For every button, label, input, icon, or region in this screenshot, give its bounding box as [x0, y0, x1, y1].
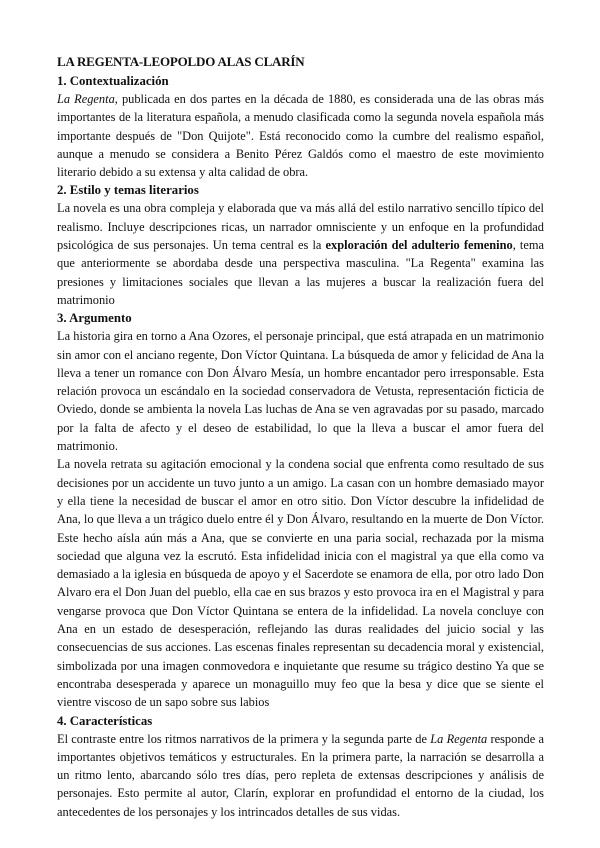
- section-paragraph: El contraste entre los ritmos narrativos de la primera y la segunda parte de La Regenta responde a importantes objetivos temáticos y estructurales. En la primera parte, la narración se desarrolla a un ritmo lento, abarcando sólo tres días, pero repleta de extensas descripciones y análisis de personajes. Esto permite al autor, Clarín, explorar en profundidad el entorno de la ciudad, los antecedentes de los personajes y los intrincados detalles de sus vidas.: [57, 731, 544, 819]
- section-heading-contextualizacion: 1. Contextualización: [57, 74, 169, 88]
- section-paragraph: La novela es una obra compleja y elaborada que va más allá del estilo narrativo sencillo típico del realismo. Incluye descripciones ricas, un narrador omnisciente y un enfoque en la profundidad psicológica de sus personajes. Un tema central es la exploración del adulterio femenino, tema que anteriormente se abordaba desde una perspectiva masculina. "La Regenta" examina las presiones y limitaciones sociales que llevan a las mujeres a buscar la realización fuera del matrimonio: [57, 201, 545, 307]
- document-title: LA REGENTA-LEOPOLDO ALAS CLARÍN: [57, 54, 305, 69]
- section-paragraph: La historia gira en torno a Ana Ozores, el personaje principal, que está atrapada en un matrimonio sin amor con el anciano regente, Don Víctor Quintana. La búsqueda de amor y felicidad de Ana la lleva a tener un romance con Don Álvaro Mesía, un hombre encantador pero irresponsable. Esta relación provoca un escándalo en la sociedad conservadora de Vetusta, representación ficticia de Oviedo, donde se ambienta la novela Las luchas de Ana se ven agravadas por su pasado, marcado por la falta de afecto y el deseo de estabilidad, lo que la lleva a buscar el amor fuera del matrimonio.: [57, 329, 544, 454]
- section-heading-argumento: 3. Argumento: [57, 311, 132, 326]
- work-title-italic: La Regenta: [57, 92, 115, 106]
- bold-emphasis: exploración del adulterio femenino: [325, 238, 513, 253]
- section-paragraph: La Regenta, publicada en dos partes en la década de 1880, es considerada una de las obras más importantes de la literatura española, a menudo clasificada como la segunda novela española más importante después de "Don Quijote". Está reconocido como la cumbre del realismo español, aunque a menudo se considera a Benito Pérez Galdós como el maestro de este movimiento literario debido a su extensa y alta calidad de obra.: [57, 92, 544, 180]
- section-paragraph: La novela retrata su agitación emocional y la condena social que enfrenta como resultado de sus decisiones por un accidente un tuvo junto a un amigo. La casan con un hombre demasiado mayor y ella tiene la necesidad de buscar el amor en otro sitio. Don Víctor descubre la infidelidad de Ana, lo que lleva a un trágico duelo entre él y Don Álvaro, resultando en la muerte de Don Víctor. Este hecho aísla aún más a Ana, que se convierte en una paria social, rechazada por la misma sociedad que alguna vez la escrutó. Esta infidelidad inicia con el magistral ya que ella como va demasiado a la iglesia en búsqueda de apoyo y el Sacerdote se enamora de ella, por otro lado Don Alvaro era el Don Juan del pueblo, ella cae en sus brazos y esto provoca ira en el Magistral y para vengarse provoca que Don Víctor Quintana se entera de la infidelidad. La novela concluye con Ana en un estado de desesperación, reflejando las duras realidades del juicio social y las consecuencias de sus acciones. Las escenas finales representan su decadencia moral y existencial, simbolizada por una imagen conmovedora e inquietante que resume su trágico destino Ya que se encontraba desesperada y aparece un monaguillo muy feo que la besa y dice que se siente el vientre viscoso de un sapo sobre sus labios: [57, 457, 544, 710]
- section-heading-estilo: 2. Estilo y temas literarios: [57, 183, 199, 198]
- section-heading-caracteristicas: 4. Características: [57, 713, 153, 728]
- work-title-italic: La Regenta: [430, 731, 488, 746]
